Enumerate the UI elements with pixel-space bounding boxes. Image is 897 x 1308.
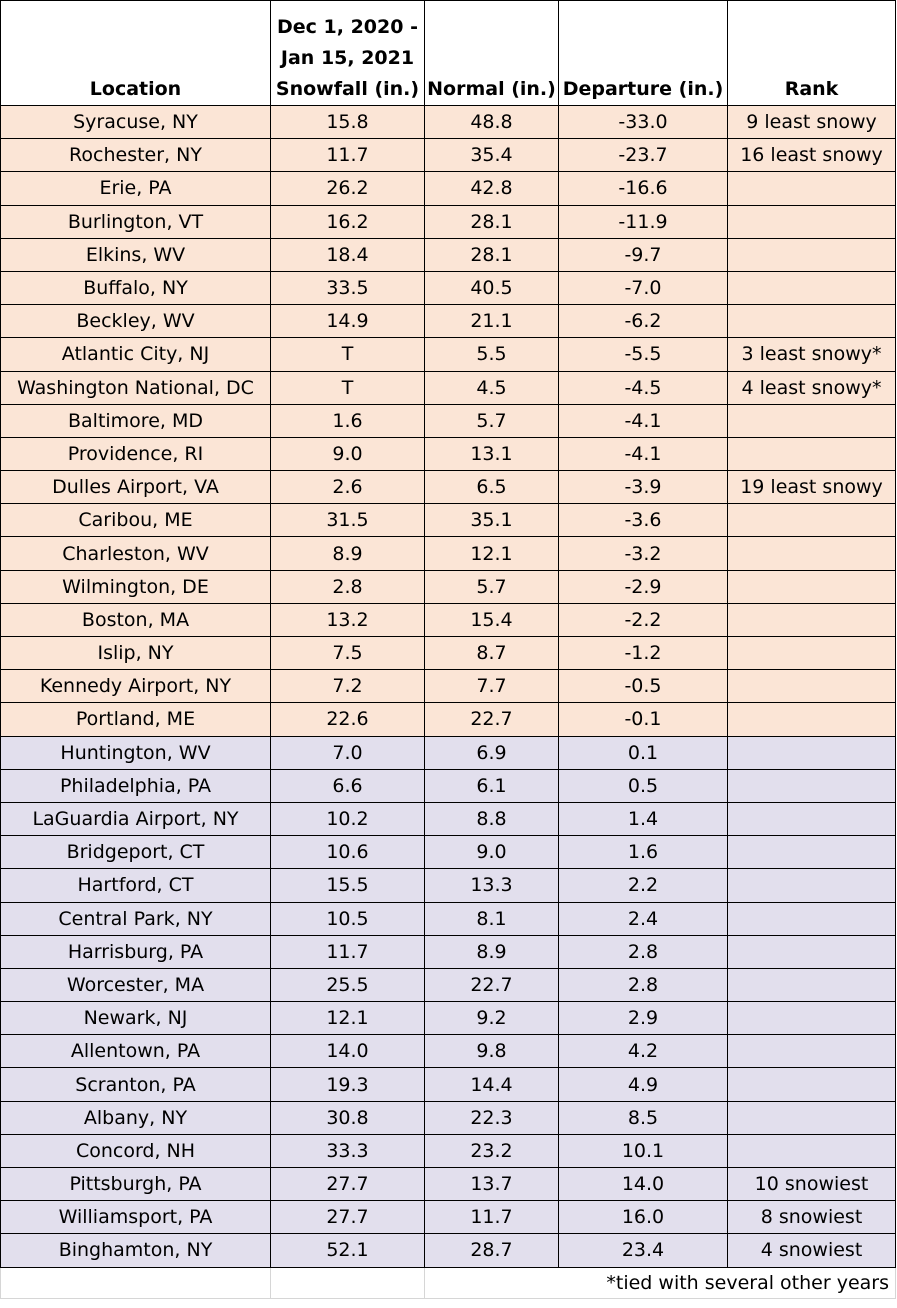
table-row xyxy=(1,802,896,835)
cell-location: Allentown, PA xyxy=(1,1035,271,1068)
cell-location: Philadelphia, PA xyxy=(1,769,271,802)
cell-snowfall: 30.8 xyxy=(271,1101,425,1134)
cell-location: Binghamton, NY xyxy=(1,1234,271,1267)
cell-rank xyxy=(728,769,896,802)
cell-location: Albany, NY xyxy=(1,1101,271,1134)
cell-location: Huntington, WV xyxy=(1,736,271,769)
cell-snowfall: 25.5 xyxy=(271,968,425,1001)
cell-snowfall: 22.6 xyxy=(271,703,425,736)
cell-normal: 48.8 xyxy=(425,106,559,139)
cell-departure: -3.9 xyxy=(559,471,728,504)
table-row xyxy=(1,1002,896,1035)
cell-departure: -33.0 xyxy=(559,106,728,139)
cell-normal: 8.1 xyxy=(425,902,559,935)
cell-rank xyxy=(728,404,896,437)
table-header xyxy=(1,1,896,106)
table-row xyxy=(1,471,896,504)
cell-location: Williamsport, PA xyxy=(1,1201,271,1234)
header-snowfall xyxy=(271,1,425,106)
header-row xyxy=(1,1,896,106)
cell-departure: 2.8 xyxy=(559,968,728,1001)
cell-departure: 2.2 xyxy=(559,869,728,902)
table-row xyxy=(1,504,896,537)
cell-location: Dulles Airport, VA xyxy=(1,471,271,504)
cell-snowfall: 10.5 xyxy=(271,902,425,935)
cell-departure: 2.8 xyxy=(559,935,728,968)
cell-normal: 12.1 xyxy=(425,537,559,570)
cell-snowfall: 10.2 xyxy=(271,802,425,835)
cell-normal: 22.7 xyxy=(425,703,559,736)
cell-departure: 0.5 xyxy=(559,769,728,802)
cell-rank xyxy=(728,1002,896,1035)
table-row xyxy=(1,1201,896,1234)
cell-rank xyxy=(728,504,896,537)
cell-snowfall: 27.7 xyxy=(271,1168,425,1201)
footnote: *tied with several other years xyxy=(425,1267,896,1298)
cell-departure: -5.5 xyxy=(559,338,728,371)
cell-normal: 40.5 xyxy=(425,271,559,304)
cell-normal: 22.3 xyxy=(425,1101,559,1134)
cell-departure: 23.4 xyxy=(559,1234,728,1267)
cell-snowfall: 2.6 xyxy=(271,471,425,504)
table-row xyxy=(1,371,896,404)
cell-rank xyxy=(728,968,896,1001)
cell-departure: 4.2 xyxy=(559,1035,728,1068)
cell-location: Erie, PA xyxy=(1,172,271,205)
cell-location: Caribou, ME xyxy=(1,504,271,537)
cell-normal: 28.7 xyxy=(425,1234,559,1267)
cell-location: Baltimore, MD xyxy=(1,404,271,437)
cell-location: Worcester, MA xyxy=(1,968,271,1001)
table-row xyxy=(1,935,896,968)
table-row xyxy=(1,238,896,271)
cell-departure: -0.5 xyxy=(559,670,728,703)
cell-departure: -0.1 xyxy=(559,703,728,736)
cell-snowfall: 15.5 xyxy=(271,869,425,902)
cell-snowfall: 33.5 xyxy=(271,271,425,304)
cell-rank xyxy=(728,1134,896,1167)
cell-normal: 8.8 xyxy=(425,802,559,835)
cell-departure: 14.0 xyxy=(559,1168,728,1201)
table-row xyxy=(1,836,896,869)
cell-snowfall: 13.2 xyxy=(271,603,425,636)
cell-location: Bridgeport, CT xyxy=(1,836,271,869)
cell-snowfall: 7.0 xyxy=(271,736,425,769)
cell-rank: 4 snowiest xyxy=(728,1234,896,1267)
cell-normal: 5.7 xyxy=(425,570,559,603)
cell-departure: 4.9 xyxy=(559,1068,728,1101)
cell-rank xyxy=(728,537,896,570)
footnote-row xyxy=(1,1267,896,1298)
table-row xyxy=(1,1068,896,1101)
cell-normal: 22.7 xyxy=(425,968,559,1001)
cell-location: Charleston, WV xyxy=(1,537,271,570)
table-row xyxy=(1,1134,896,1167)
cell-rank: 4 least snowy* xyxy=(728,371,896,404)
cell-location: Pittsburgh, PA xyxy=(1,1168,271,1201)
cell-location: Central Park, NY xyxy=(1,902,271,935)
cell-rank xyxy=(728,570,896,603)
cell-location: Boston, MA xyxy=(1,603,271,636)
cell-departure: -4.1 xyxy=(559,404,728,437)
table-footer xyxy=(1,1267,896,1298)
cell-rank: 3 least snowy* xyxy=(728,338,896,371)
header-snowfall-line2: Jan 15, 2021 xyxy=(280,47,415,69)
cell-location: Syracuse, NY xyxy=(1,106,271,139)
cell-normal: 23.2 xyxy=(425,1134,559,1167)
cell-snowfall: 14.0 xyxy=(271,1035,425,1068)
cell-normal: 8.9 xyxy=(425,935,559,968)
cell-rank xyxy=(728,271,896,304)
table-row xyxy=(1,305,896,338)
cell-rank xyxy=(728,703,896,736)
cell-rank xyxy=(728,836,896,869)
table-row xyxy=(1,338,896,371)
cell-rank xyxy=(728,935,896,968)
cell-rank: 19 least snowy xyxy=(728,471,896,504)
header-normal: Normal (in.) xyxy=(425,1,559,106)
cell-normal: 42.8 xyxy=(425,172,559,205)
cell-normal: 35.1 xyxy=(425,504,559,537)
table-row xyxy=(1,769,896,802)
cell-rank xyxy=(728,1035,896,1068)
cell-rank xyxy=(728,637,896,670)
cell-snowfall: 15.8 xyxy=(271,106,425,139)
cell-normal: 9.2 xyxy=(425,1002,559,1035)
table-row xyxy=(1,1234,896,1267)
cell-snowfall: 9.0 xyxy=(271,437,425,470)
table-row xyxy=(1,172,896,205)
table-row xyxy=(1,205,896,238)
table-row xyxy=(1,1168,896,1201)
cell-normal: 13.1 xyxy=(425,437,559,470)
cell-location: Newark, NJ xyxy=(1,1002,271,1035)
cell-normal: 35.4 xyxy=(425,139,559,172)
cell-departure: 2.9 xyxy=(559,1002,728,1035)
cell-location: Providence, RI xyxy=(1,437,271,470)
table-row xyxy=(1,869,896,902)
cell-snowfall: 16.2 xyxy=(271,205,425,238)
cell-normal: 6.5 xyxy=(425,471,559,504)
cell-snowfall: 12.1 xyxy=(271,1002,425,1035)
cell-departure: 0.1 xyxy=(559,736,728,769)
cell-snowfall: 7.5 xyxy=(271,637,425,670)
cell-normal: 21.1 xyxy=(425,305,559,338)
cell-rank xyxy=(728,670,896,703)
cell-location: Wilmington, DE xyxy=(1,570,271,603)
footer-empty-cell xyxy=(271,1267,425,1298)
table-row xyxy=(1,670,896,703)
cell-rank xyxy=(728,238,896,271)
cell-snowfall: 31.5 xyxy=(271,504,425,537)
table-row xyxy=(1,703,896,736)
cell-rank xyxy=(728,172,896,205)
cell-location: Scranton, PA xyxy=(1,1068,271,1101)
table-body xyxy=(1,106,896,1268)
table-row xyxy=(1,736,896,769)
cell-rank xyxy=(728,437,896,470)
cell-snowfall: T xyxy=(271,338,425,371)
cell-location: Kennedy Airport, NY xyxy=(1,670,271,703)
cell-rank xyxy=(728,603,896,636)
header-location: Location xyxy=(1,1,271,106)
cell-normal: 6.9 xyxy=(425,736,559,769)
cell-snowfall: 14.9 xyxy=(271,305,425,338)
cell-location: Elkins, WV xyxy=(1,238,271,271)
cell-departure: -3.6 xyxy=(559,504,728,537)
cell-rank: 9 least snowy xyxy=(728,106,896,139)
cell-departure: 8.5 xyxy=(559,1101,728,1134)
cell-snowfall: 27.7 xyxy=(271,1201,425,1234)
header-departure: Departure (in.) xyxy=(559,1,728,106)
cell-departure: -7.0 xyxy=(559,271,728,304)
table-row xyxy=(1,139,896,172)
cell-location: Beckley, WV xyxy=(1,305,271,338)
header-rank: Rank xyxy=(728,1,896,106)
cell-location: Burlington, VT xyxy=(1,205,271,238)
cell-departure: 1.6 xyxy=(559,836,728,869)
cell-location: Portland, ME xyxy=(1,703,271,736)
cell-normal: 14.4 xyxy=(425,1068,559,1101)
table-row xyxy=(1,404,896,437)
cell-rank xyxy=(728,802,896,835)
cell-normal: 9.0 xyxy=(425,836,559,869)
table-row xyxy=(1,1035,896,1068)
cell-normal: 15.4 xyxy=(425,603,559,636)
table-row xyxy=(1,1101,896,1134)
cell-rank xyxy=(728,736,896,769)
cell-normal: 7.7 xyxy=(425,670,559,703)
cell-rank xyxy=(728,902,896,935)
cell-location: Rochester, NY xyxy=(1,139,271,172)
cell-location: Harrisburg, PA xyxy=(1,935,271,968)
cell-location: Atlantic City, NJ xyxy=(1,338,271,371)
cell-normal: 13.3 xyxy=(425,869,559,902)
cell-departure: -4.5 xyxy=(559,371,728,404)
cell-normal: 28.1 xyxy=(425,205,559,238)
cell-normal: 8.7 xyxy=(425,637,559,670)
cell-snowfall: 26.2 xyxy=(271,172,425,205)
cell-departure: -6.2 xyxy=(559,305,728,338)
cell-location: Islip, NY xyxy=(1,637,271,670)
cell-location: Concord, NH xyxy=(1,1134,271,1167)
cell-departure: -16.6 xyxy=(559,172,728,205)
table-row xyxy=(1,537,896,570)
cell-snowfall: 6.6 xyxy=(271,769,425,802)
cell-rank xyxy=(728,1068,896,1101)
table-row xyxy=(1,570,896,603)
table-row xyxy=(1,437,896,470)
cell-snowfall: 19.3 xyxy=(271,1068,425,1101)
cell-departure: -9.7 xyxy=(559,238,728,271)
cell-departure: -3.2 xyxy=(559,537,728,570)
cell-snowfall: 2.8 xyxy=(271,570,425,603)
cell-snowfall: 11.7 xyxy=(271,139,425,172)
cell-location: LaGuardia Airport, NY xyxy=(1,802,271,835)
header-snowfall-line1: Dec 1, 2020 - xyxy=(277,16,418,38)
cell-rank xyxy=(728,305,896,338)
cell-snowfall: 11.7 xyxy=(271,935,425,968)
cell-normal: 13.7 xyxy=(425,1168,559,1201)
cell-departure: 10.1 xyxy=(559,1134,728,1167)
cell-normal: 9.8 xyxy=(425,1035,559,1068)
table-row xyxy=(1,271,896,304)
cell-departure: -1.2 xyxy=(559,637,728,670)
cell-departure: -2.2 xyxy=(559,603,728,636)
cell-normal: 11.7 xyxy=(425,1201,559,1234)
cell-departure: 16.0 xyxy=(559,1201,728,1234)
header-snowfall-line3: Snowfall (in.) xyxy=(275,78,420,100)
cell-snowfall: 1.6 xyxy=(271,404,425,437)
cell-snowfall: 8.9 xyxy=(271,537,425,570)
cell-location: Washington National, DC xyxy=(1,371,271,404)
cell-departure: 1.4 xyxy=(559,802,728,835)
cell-departure: -2.9 xyxy=(559,570,728,603)
cell-location: Buffalo, NY xyxy=(1,271,271,304)
cell-departure: -4.1 xyxy=(559,437,728,470)
cell-snowfall: T xyxy=(271,371,425,404)
cell-normal: 6.1 xyxy=(425,769,559,802)
cell-rank: 16 least snowy xyxy=(728,139,896,172)
cell-rank xyxy=(728,869,896,902)
cell-snowfall: 7.2 xyxy=(271,670,425,703)
cell-snowfall: 33.3 xyxy=(271,1134,425,1167)
cell-rank: 8 snowiest xyxy=(728,1201,896,1234)
table-row xyxy=(1,902,896,935)
table-row xyxy=(1,106,896,139)
table-row xyxy=(1,637,896,670)
cell-normal: 5.7 xyxy=(425,404,559,437)
cell-normal: 4.5 xyxy=(425,371,559,404)
cell-departure: -23.7 xyxy=(559,139,728,172)
cell-normal: 28.1 xyxy=(425,238,559,271)
cell-rank: 10 snowiest xyxy=(728,1168,896,1201)
footer-empty-cell xyxy=(1,1267,271,1298)
table-row xyxy=(1,603,896,636)
cell-location: Hartford, CT xyxy=(1,869,271,902)
cell-departure: -11.9 xyxy=(559,205,728,238)
cell-snowfall: 18.4 xyxy=(271,238,425,271)
cell-snowfall: 10.6 xyxy=(271,836,425,869)
cell-snowfall: 52.1 xyxy=(271,1234,425,1267)
cell-rank xyxy=(728,205,896,238)
cell-normal: 5.5 xyxy=(425,338,559,371)
cell-departure: 2.4 xyxy=(559,902,728,935)
table-row xyxy=(1,968,896,1001)
cell-rank xyxy=(728,1101,896,1134)
